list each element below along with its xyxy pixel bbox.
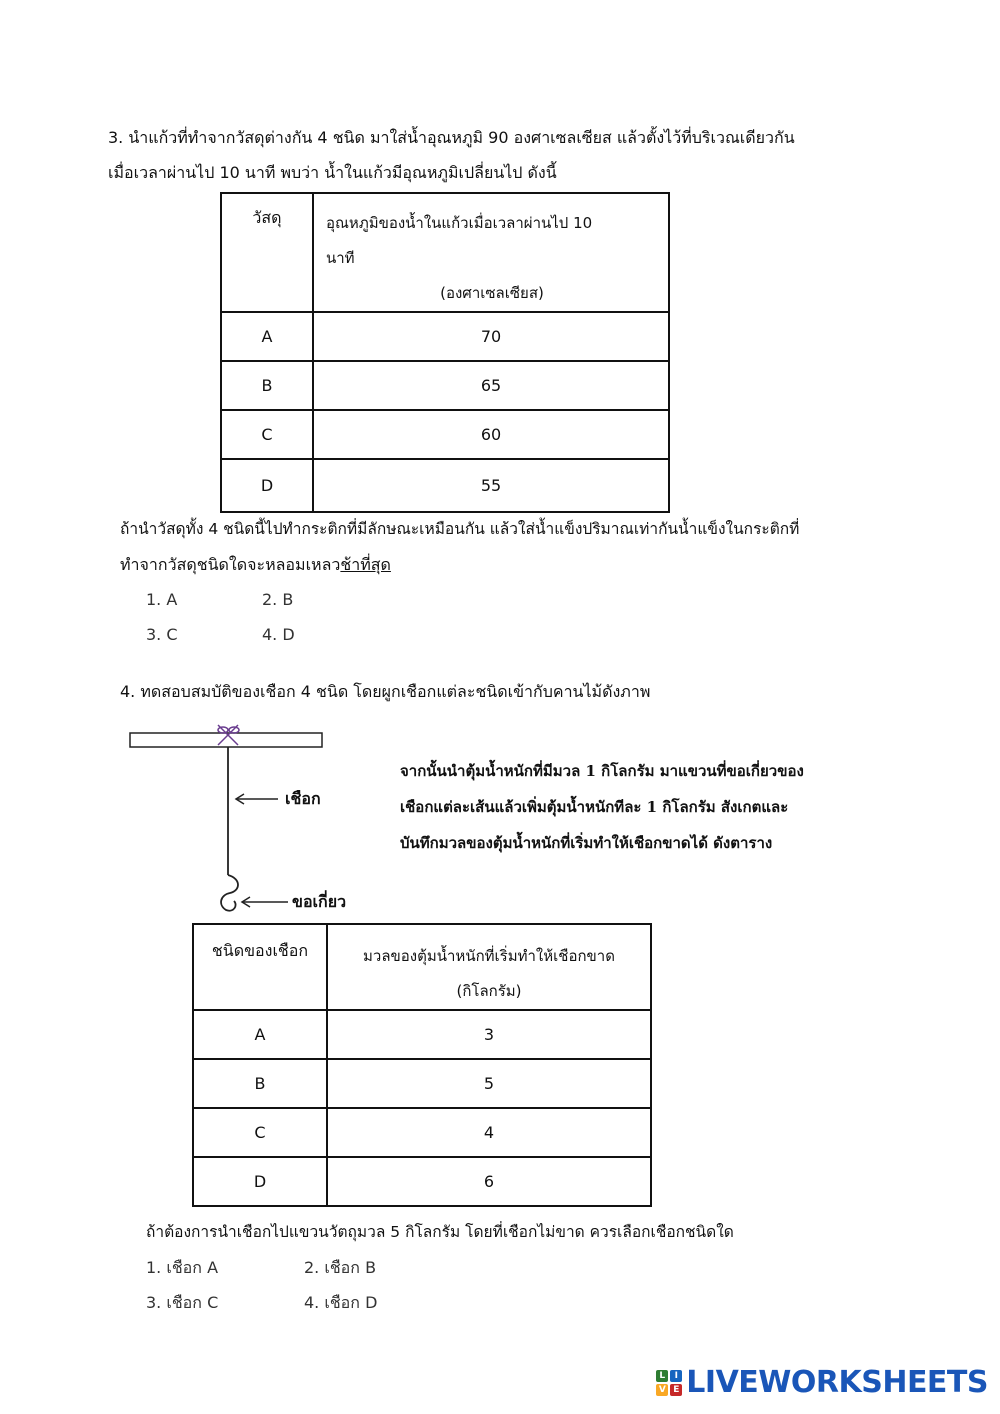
q4-option-4[interactable]: 4. เชือก D	[304, 1293, 378, 1312]
q4-question: ถ้าต้องการนำเชือกไปแขวนวัตถุมวล 5 กิโลกรัม โดยที่เชือกไม่ขาด ควรเลือกเชือกชนิดใด	[146, 1223, 734, 1241]
q4-table-header-mass: มวลของตุ้มน้ำหนักที่เริ่มทำให้เชือกขาด (กิโลกรัม)	[327, 924, 651, 1010]
table-row	[193, 1108, 651, 1157]
q3-temp-cell: 60	[313, 410, 669, 459]
q4-mass-cell: 5	[327, 1059, 651, 1108]
q3-temperature-table	[220, 192, 670, 513]
q4-option-3[interactable]: 3. เชือก C	[146, 1293, 219, 1312]
table-row	[221, 410, 669, 459]
q4-rope-cell: D	[193, 1157, 327, 1206]
table-row	[193, 1157, 651, 1206]
q4-rope-cell: A	[193, 1010, 327, 1059]
q3-question-line1: ถ้านำวัสดุทั้ง 4 ชนิดนี้ไปทำกระติกที่มีลักษณะเหมือนกัน แล้วใส่น้ำแข็งปริมาณเท่ากันน้ำแข็งในกระติกที่	[120, 520, 800, 538]
table-row	[221, 459, 669, 512]
q4-intro: 4. ทดสอบสมบัติของเชือก 4 ชนิด โดยผูกเชือกแต่ละชนิดเข้ากับคานไม้ดังภาพ	[120, 682, 651, 701]
q4-option-1[interactable]: 1. เชือก A	[146, 1258, 219, 1277]
hook-arrow-icon	[242, 897, 288, 907]
q4-rope-cell: C	[193, 1108, 327, 1157]
q3-intro-line2: เมื่อเวลาผ่านไป 10 นาที พบว่า น้ำในแก้วมีอุณหภูมิเปลี่ยนไป ดังนี้	[108, 163, 557, 182]
q3-option-2[interactable]: 2. B	[262, 590, 294, 609]
q4-option-2[interactable]: 2. เชือก B	[304, 1258, 377, 1277]
q4-mass-cell: 4	[327, 1108, 651, 1157]
hook-icon	[221, 875, 238, 911]
liveworksheets-logo-icon: L I V E	[656, 1370, 682, 1396]
table-row	[193, 1010, 651, 1059]
q3-material-cell: A	[221, 312, 313, 361]
q3-temp-cell: 55	[313, 459, 669, 512]
q4-rope-cell: B	[193, 1059, 327, 1108]
q3-material-cell: B	[221, 361, 313, 410]
liveworksheets-logo[interactable]	[656, 1365, 988, 1400]
q4-mass-cell: 6	[327, 1157, 651, 1206]
q3-option-3[interactable]: 3. C	[146, 625, 178, 644]
q3-option-1[interactable]: 1. A	[146, 590, 178, 609]
q3-intro-line1: 3. นำแก้วที่ทำจากวัสดุต่างกัน 4 ชนิด มาใส่น้ำอุณหภูมิ 90 องศาเซลเซียส แล้วตั้งไว้ที่บริเวณเดียวกัน	[108, 128, 795, 147]
hook-label: ขอเกี่ยว	[292, 892, 347, 911]
rope-arrow-icon	[236, 794, 278, 804]
q4-table-header-rope: ชนิดของเชือก	[193, 924, 327, 1010]
q3-option-4[interactable]: 4. D	[262, 625, 295, 644]
q4-desc-line3: บันทึกมวลของตุ้มน้ำหนักที่เริ่มทำให้เชือกขาดได้ ดังตาราง	[400, 834, 773, 852]
table-row	[221, 312, 669, 361]
q4-rope-table	[192, 923, 652, 1207]
q3-table-header-temp: อุณหภูมิของน้ำในแก้วเมื่อเวลาผ่านไป 10 นาที (องศาเซลเซียส)	[313, 193, 669, 312]
rope-hook-diagram	[120, 715, 390, 920]
q4-mass-cell: 3	[327, 1010, 651, 1059]
q3-temp-cell: 70	[313, 312, 669, 361]
table-row	[193, 1059, 651, 1108]
q3-material-cell: C	[221, 410, 313, 459]
q3-question-line2: ทำจากวัสดุชนิดใดจะหลอมเหลวช้าที่สุด	[120, 555, 391, 574]
q3-emphasis: ช้าที่สุด	[340, 555, 391, 574]
q3-material-cell: D	[221, 459, 313, 512]
q4-desc-line2: เชือกแต่ละเส้นแล้วเพิ่มตุ้มน้ำหนักทีละ 1 กิโลกรัม สังเกตและ	[400, 798, 789, 816]
q4-desc-line1: จากนั้นนำตุ้มน้ำหนักที่มีมวล 1 กิโลกรัม มาแขวนที่ขอเกี่ยวของ	[400, 762, 804, 780]
logo-text: LIVEWORKSHEETS	[686, 1365, 988, 1400]
q3-temp-cell: 65	[313, 361, 669, 410]
wooden-beam	[130, 733, 322, 747]
rope-label: เชือก	[285, 789, 321, 808]
q3-table-header-material: วัสดุ	[221, 193, 313, 312]
table-row	[221, 361, 669, 410]
